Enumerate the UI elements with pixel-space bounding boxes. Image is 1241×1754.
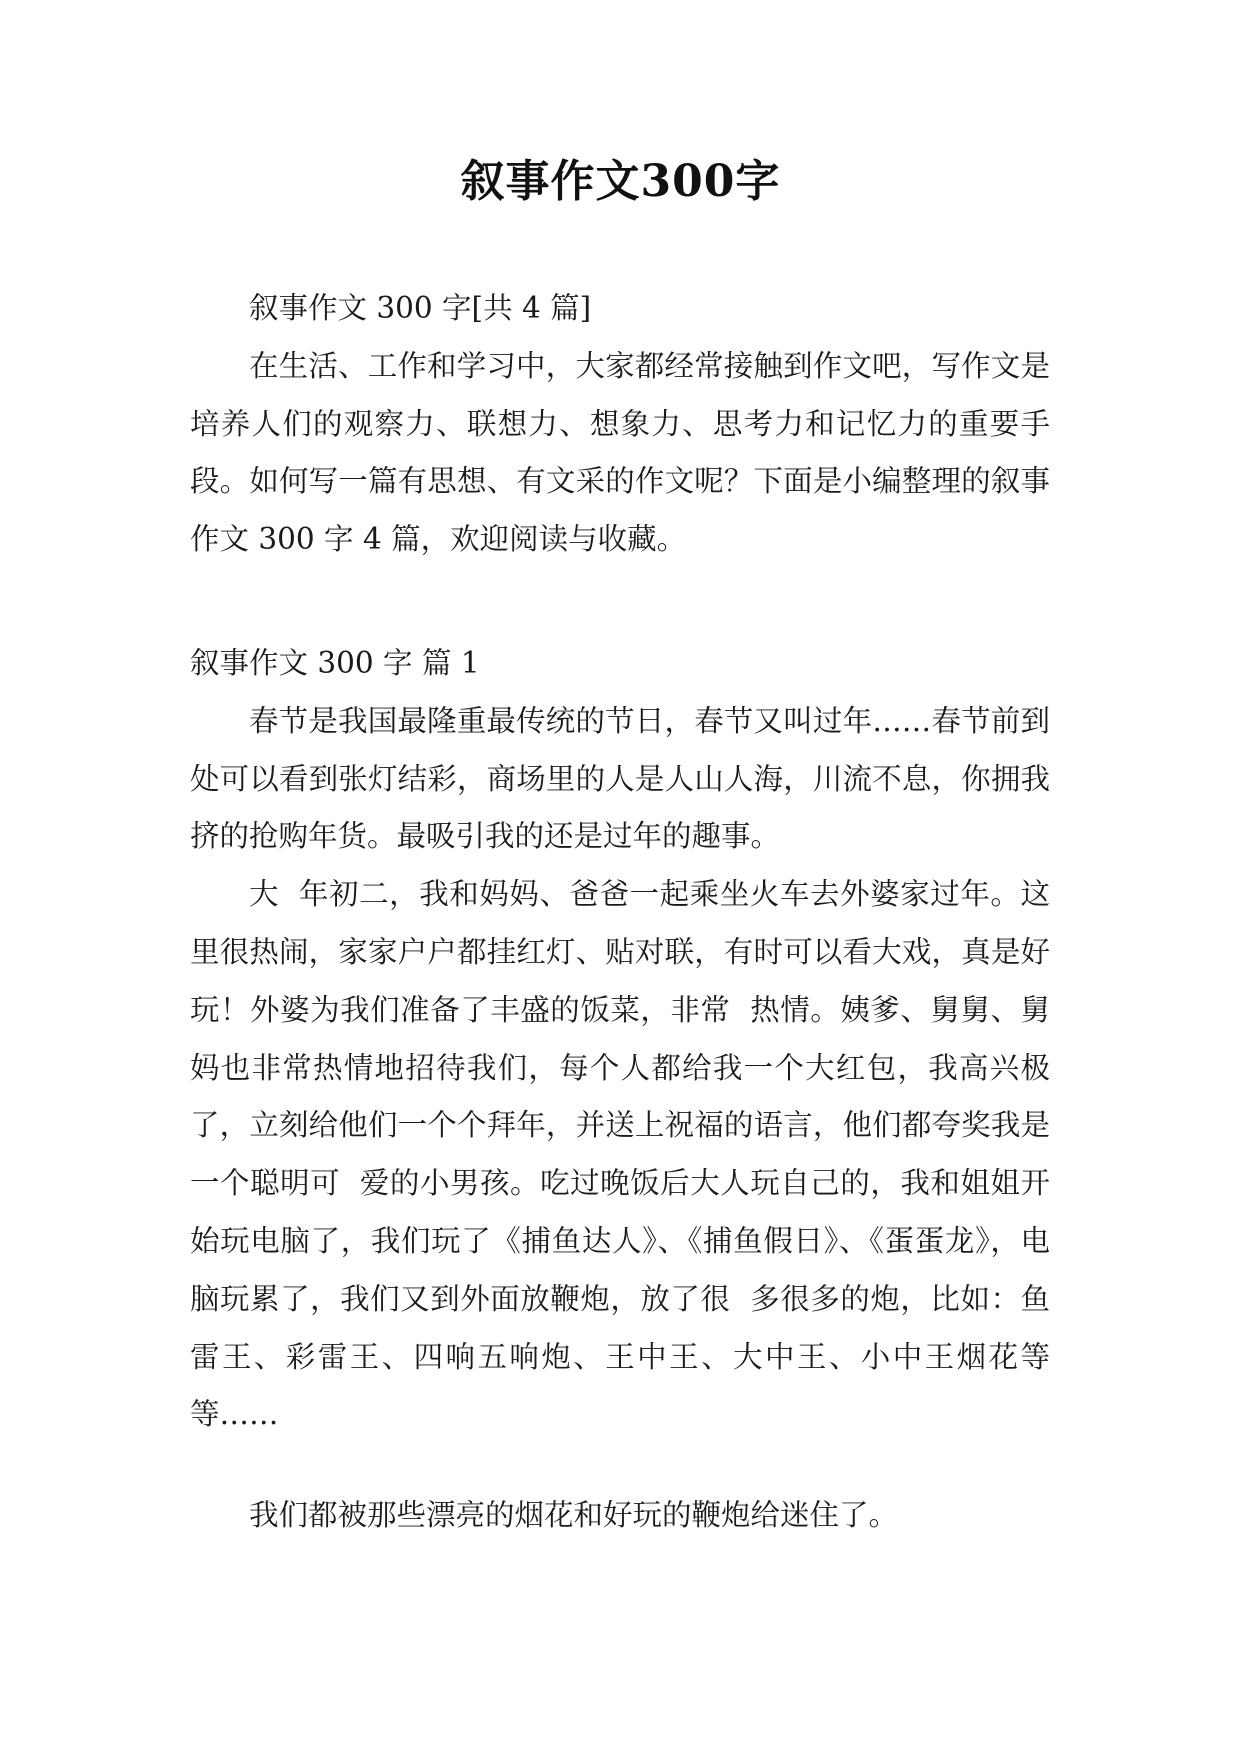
intro-paragraph: 在生活、工作和学习中，大家都经常接触到作文吧，写作文是培养人们的观察力、联想力、想象力、思考力和记忆力的重要手段。如何写一篇有思想、有文采的作文呢？下面是小编整理的叙事作文 300 字 4 篇，欢迎阅读与收藏。 <box>190 348 1050 557</box>
intro-block <box>190 280 1050 569</box>
document-title: 叙事作文300字 <box>460 156 781 207</box>
section-closing-paragraph: 我们都被那些漂亮的烟花和好玩的鞭炮给迷住了。 <box>249 1498 899 1532</box>
section-paragraph-2: 大 年初二，我和妈妈、爸爸一起乘坐火车去外婆家过年。这里很热闹，家家户户都挂红灯、贴对联，有时可以看大戏，真是好玩！外婆为我们准备了丰盛的饭菜，非常 热情。姨爹、舅舅、舅妈也非常热情地招待我们，每个人都给我一个大红包，我高兴极了，立刻给他们一个个拜年，并送上祝福的语言，他们都夸奖我是一个聪明可 爱的小男孩。吃过晚饭后大人玩自己的，我和姐姐开始玩电脑了，我们玩了《捕鱼达人》、《捕鱼假日》、《蛋蛋龙》，电脑玩累了，我们又到外面放鞭炮，放了很 多很多的炮，比如：鱼雷王、彩雷王、四响五响炮、王中王、大中王、小中王烟花等等…… <box>190 877 1050 1432</box>
document-subtitle: 叙事作文 300 字[共 4 篇] <box>249 291 592 325</box>
section-1 <box>190 635 1050 1444</box>
section-paragraph-1: 春节是我国最隆重最传统的节日，春节又叫过年……春节前到处可以看到张灯结彩，商场里的人是人山人海，川流不息，你拥我挤的抢购年货。最吸引我的还是过年的趣事。 <box>190 703 1050 854</box>
section-heading: 叙事作文 300 字 篇 1 <box>190 646 480 680</box>
closing-block <box>190 1487 1050 1545</box>
